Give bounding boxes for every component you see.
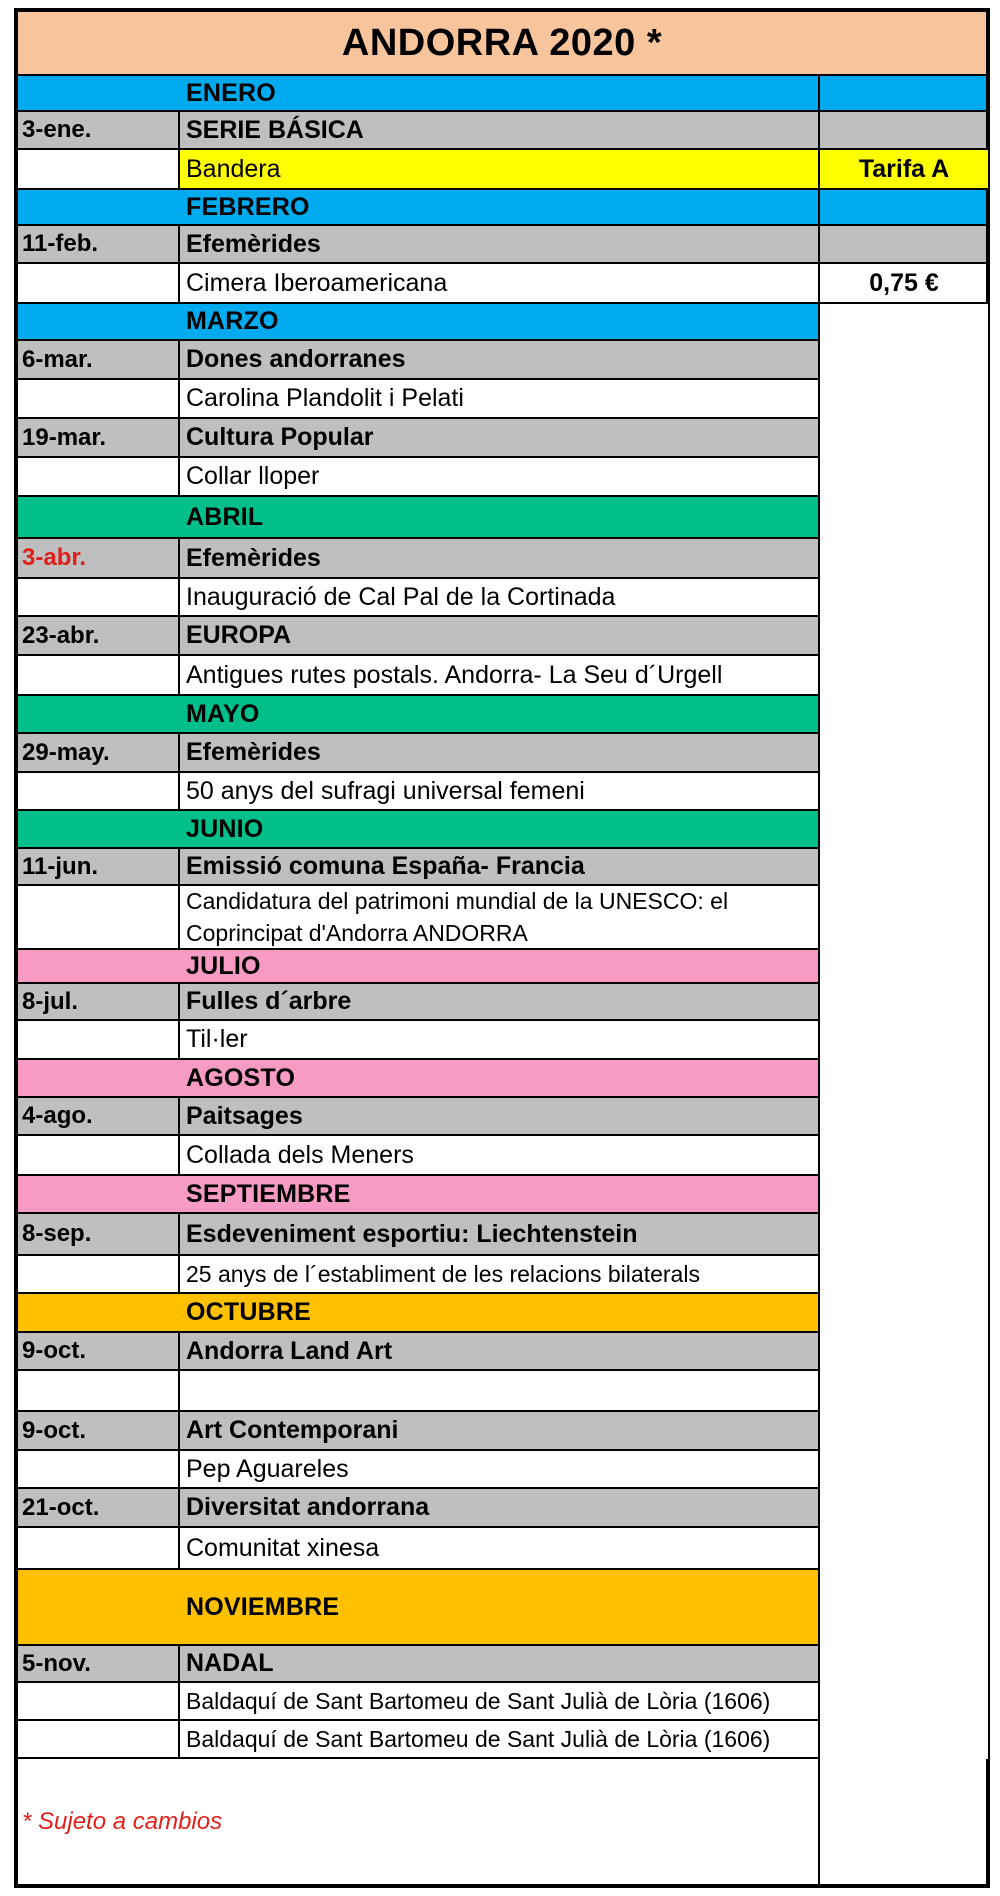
price-column-blank [820,302,988,1759]
month-row [18,694,820,732]
date-cell: 21-oct. [18,1489,180,1526]
issue-description: Baldaquí de Sant Bartomeu de Sant Julià de Lòria (1606) [180,1683,820,1719]
date-cell [18,773,180,809]
issue-row [18,1487,820,1526]
month-row [18,1174,820,1212]
issue-row [18,982,820,1019]
date-cell [18,886,180,948]
issue-description: 50 anys del sufragi universal femeni [180,773,820,809]
issue-row [18,1212,820,1254]
date-cell [18,264,180,302]
issue-description: Collar lloper [180,458,820,495]
date-cell [18,1451,180,1487]
date-cell [18,304,180,339]
issue-description: 25 anys de l´establiment de les relacions bilaterals [180,1256,820,1292]
price-cell: 0,75 € [869,268,939,297]
issue-row [18,417,820,456]
date-cell: 4-ago. [18,1098,180,1134]
date-cell [18,1570,180,1644]
month-label: FEBRERO [180,190,820,224]
issue-title: Efemèrides [180,734,820,771]
description-row [18,378,820,417]
page-title: ANDORRA 2020 * [341,21,663,64]
issue-title: Efemèrides [180,539,820,577]
price-cell [820,112,988,148]
month-label: SEPTIEMBRE [180,1176,820,1212]
month-label: AGOSTO [180,1060,820,1096]
date-cell [18,1528,180,1568]
month-row [18,495,820,537]
price-cell [820,226,988,262]
issue-row [18,224,986,262]
issue-description: Bandera [180,150,820,188]
issue-row [18,110,986,148]
description-row [18,771,820,809]
month-label: ENERO [180,76,820,110]
issue-title: Art Contemporani [180,1412,820,1449]
date-cell [18,656,180,694]
month-label: OCTUBRE [180,1294,820,1331]
issue-description: Collada dels Meners [180,1136,820,1174]
issue-description: Baldaquí de Sant Bartomeu de Sant Julià de Lòria (1606) [180,1721,820,1757]
date-cell [18,696,180,732]
date-cell [18,380,180,417]
date-cell [18,579,180,615]
description-row [18,1526,820,1568]
issue-description: Til·ler [180,1021,820,1058]
month-label: JULIO [180,950,820,982]
stamp-calendar-table [14,8,990,1888]
date-cell: 3-abr. [18,539,180,577]
table-header [18,12,986,74]
issue-description: Inauguració de Cal Pal de la Cortinada [180,579,820,615]
price-cell [820,190,988,224]
month-label: NOVIEMBRE [180,1570,820,1644]
description-row [18,148,986,188]
issue-description: Carolina Plandolit i Pelati [180,380,820,417]
month-row [18,1568,820,1644]
issue-row [18,1096,820,1134]
date-cell: 8-sep. [18,1214,180,1254]
description-row [18,1369,820,1410]
date-cell [18,190,180,224]
description-row [18,262,986,302]
date-cell: 11-feb. [18,226,180,262]
month-label: ABRIL [180,497,820,537]
month-row [18,1058,820,1096]
description-row [18,1134,820,1174]
date-cell [18,950,180,982]
issue-description: Pep Aguareles [180,1451,820,1487]
month-label: JUNIO [180,811,820,847]
price-cell: Tarifa A [820,150,988,188]
footer-row [18,1757,820,1884]
description-row [18,1019,820,1058]
issue-title: Efemèrides [180,226,820,262]
issue-row [18,1644,820,1681]
issue-row [18,847,820,884]
month-row [18,809,820,847]
date-cell [18,811,180,847]
issue-row [18,615,820,654]
issue-title: NADAL [180,1646,820,1681]
footer-note: * Sujeto a cambios [22,1807,223,1835]
date-cell [18,76,180,110]
description-row [18,1254,820,1292]
date-cell: 9-oct. [18,1412,180,1449]
date-cell [18,1176,180,1212]
date-cell: 8-jul. [18,984,180,1019]
issue-title: Cultura Popular [180,419,820,456]
date-cell [18,1136,180,1174]
issue-description: Antigues rutes postals. Andorra- La Seu d´Urgell [180,656,820,694]
date-cell [18,497,180,537]
date-cell: 19-mar. [18,419,180,456]
issue-title: Diversitat andorrana [180,1489,820,1526]
price-cell [820,76,988,110]
issue-title: Esdeveniment esportiu: Liechtenstein [180,1214,820,1254]
description-row [18,1681,820,1719]
issue-title: SERIE BÁSICA [180,112,820,148]
description-row [18,456,820,495]
month-row [18,302,820,339]
date-cell [18,1294,180,1331]
month-label: MAYO [180,696,820,732]
date-cell: 11-jun. [18,849,180,884]
description-row [18,1719,820,1757]
issue-description [180,1371,820,1410]
month-row [18,188,986,224]
description-row [18,1449,820,1487]
date-cell: 6-mar. [18,341,180,378]
issue-row [18,732,820,771]
issue-description: Comunitat xinesa [180,1528,820,1568]
date-cell [18,458,180,495]
month-row [18,74,986,110]
date-cell: 3-ene. [18,112,180,148]
date-cell: 5-nov. [18,1646,180,1681]
issue-row [18,537,820,577]
date-cell [18,1060,180,1096]
description-row [18,654,820,694]
date-cell [18,1683,180,1719]
date-cell [18,1721,180,1757]
date-cell [18,1371,180,1410]
issue-row [18,1331,820,1369]
issue-title: Emissió comuna España- Francia [180,849,820,884]
date-cell [18,150,180,188]
issue-row [18,1410,820,1449]
month-label: MARZO [180,304,820,339]
issue-title: Dones andorranes [180,341,820,378]
date-cell [18,1256,180,1292]
issue-row [18,339,820,378]
month-row [18,1292,820,1331]
issue-title: Fulles d´arbre [180,984,820,1019]
issue-title: Paitsages [180,1098,820,1134]
issue-title: EUROPA [180,617,820,654]
issue-description: Cimera Iberoamericana [180,264,820,302]
date-cell: 23-abr. [18,617,180,654]
month-row [18,948,820,982]
date-cell: 9-oct. [18,1333,180,1369]
issue-description: Candidatura del patrimoni mundial de la UNESCO: el Coprincipat d'Andorra ANDORRA [180,886,820,948]
date-cell [18,1021,180,1058]
description-row [18,577,820,615]
issue-title: Andorra Land Art [180,1333,820,1369]
description-row [18,884,820,948]
date-cell: 29-may. [18,734,180,771]
